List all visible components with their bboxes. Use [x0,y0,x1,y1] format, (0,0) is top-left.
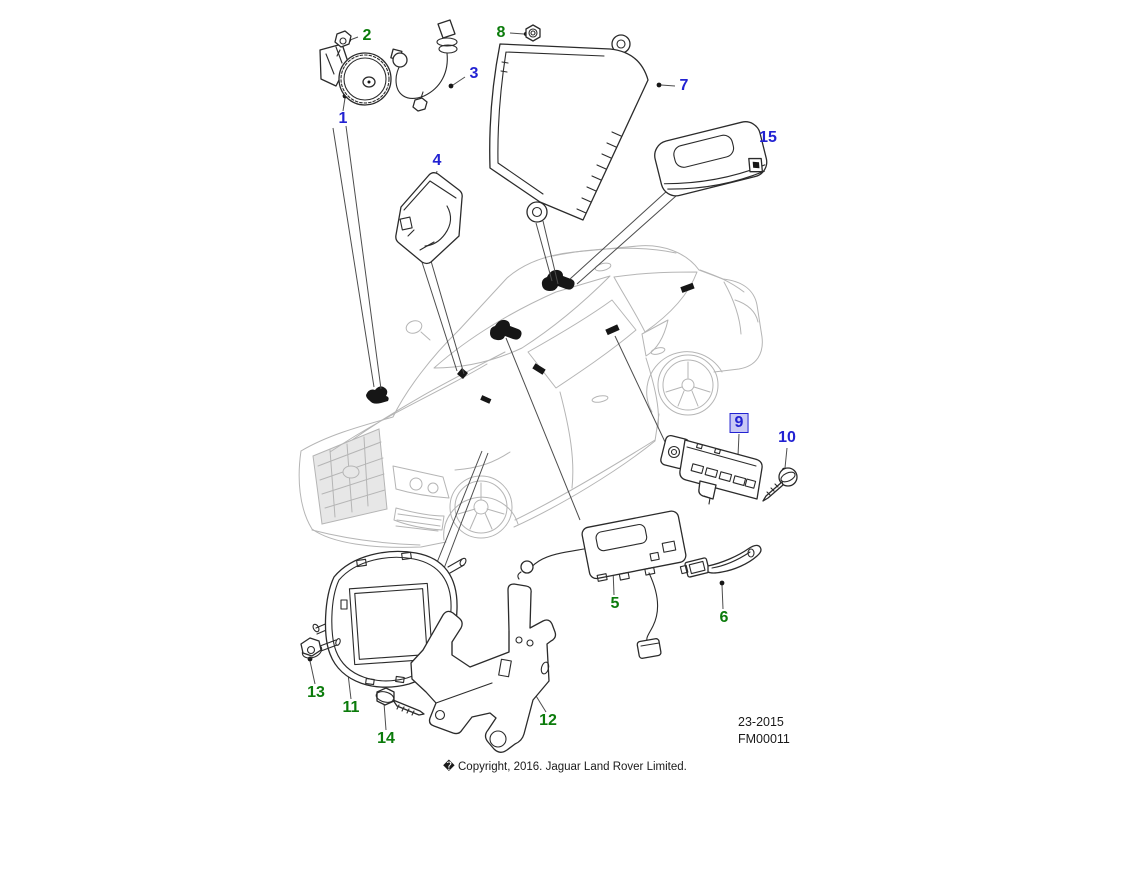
callout-5[interactable]: 5 [610,595,620,612]
part-14-bolt[interactable] [375,688,424,715]
mounting-clips [366,270,695,404]
part-10-screw[interactable] [763,468,797,501]
callout-9[interactable]: 9 [730,413,749,433]
callout-12[interactable]: 12 [539,712,557,729]
fender-clip [480,395,491,404]
callout-11[interactable]: 11 [342,699,360,716]
callout-13[interactable]: 13 [307,684,325,701]
figure-section-code: 23-2015 [738,715,784,729]
callout-7[interactable]: 7 [679,77,689,94]
part-9-module[interactable] [660,435,762,504]
callout-3[interactable]: 3 [469,65,479,82]
b-pillar-clip [605,324,619,335]
part-8-nut[interactable] [526,25,540,41]
part-4-module-bracket[interactable] [396,173,462,264]
callout-14[interactable]: 14 [377,730,395,747]
callout-15[interactable]: 15 [759,129,777,146]
windshield-clip [532,363,545,374]
hood-harness-clip [366,386,389,403]
callout-6[interactable]: 6 [719,609,729,626]
figure-frame-code: FM00011 [738,732,790,746]
copyright-text: � Copyright, 2016. Jaguar Land Rover Limited. [443,761,687,773]
roof-front-sensor [542,270,575,291]
callout-1[interactable]: 1 [338,110,348,127]
part-6-antenna-strip[interactable] [680,545,761,577]
part-7-control-module[interactable] [490,35,648,222]
windshield-sensor [490,320,522,340]
roof-antenna-base [594,262,611,273]
callout-8[interactable]: 8 [496,24,506,41]
part-3-sensor-cable[interactable] [391,20,457,111]
callout-2[interactable]: 2 [362,27,372,44]
part-1-horn[interactable] [320,44,391,105]
callout-4[interactable]: 4 [432,152,442,169]
callout-10[interactable]: 10 [778,429,796,446]
part-15-module-cover[interactable] [652,119,770,199]
rear-wheel [658,355,718,415]
grille-badge [343,466,359,478]
